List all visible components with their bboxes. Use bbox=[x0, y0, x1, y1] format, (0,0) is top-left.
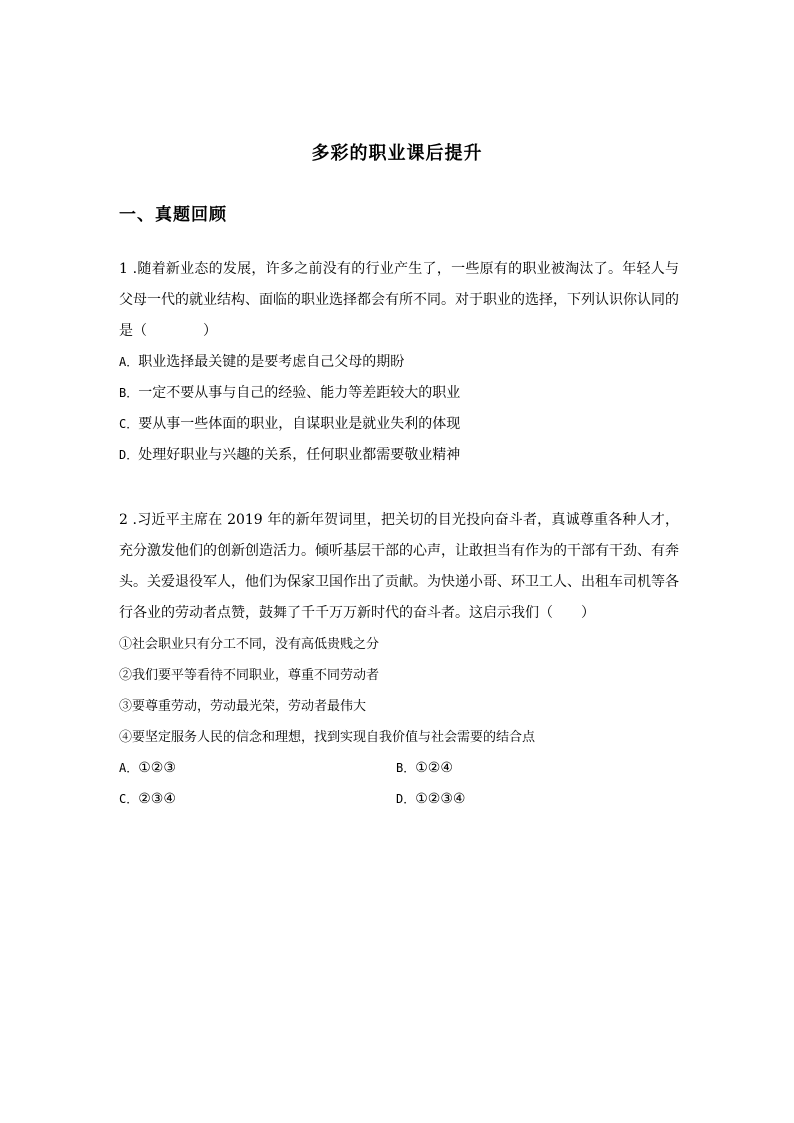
option-c[interactable] bbox=[119, 784, 396, 815]
option-letter: A． bbox=[119, 355, 139, 369]
option-text: 处理好职业与兴趣的关系，任何职业都需要敬业精神 bbox=[138, 447, 461, 463]
option-text: ①②③ bbox=[138, 760, 176, 776]
option-text: ①②③④ bbox=[415, 791, 466, 807]
option-d[interactable] bbox=[396, 784, 673, 815]
option-a[interactable] bbox=[119, 347, 679, 378]
option-text: 要从事一些体面的职业，自谋职业是就业失利的体现 bbox=[138, 416, 461, 432]
option-text: 一定不要从事与自己的经验、能力等差距较大的职业 bbox=[138, 385, 461, 401]
option-grid bbox=[119, 753, 679, 815]
option-d[interactable] bbox=[119, 440, 679, 471]
option-letter: C． bbox=[119, 417, 139, 431]
question-1 bbox=[119, 254, 679, 471]
statement-1: ①社会职业只有分工不同，没有高低贵贱之分 bbox=[119, 637, 380, 652]
option-letter: C． bbox=[119, 792, 139, 806]
option-letter: D． bbox=[119, 448, 139, 462]
option-letter: D． bbox=[396, 792, 416, 806]
question-2 bbox=[119, 505, 679, 815]
option-text: ①②④ bbox=[415, 760, 453, 776]
question-stem: 1 .随着新业态的发展，许多之前没有的行业产生了，一些原有的职业被淘汰了。年轻人与父母一代的就业结构、面临的职业选择都会有所不同。对于职业的选择，下列认识你认同的是（ ） bbox=[119, 261, 679, 339]
question-stem: 2 .习近平主席在 2019 年的新年贺词里，把关切的目光投向奋斗者，真诚尊重各种人才，充分激发他们的创新创造活力。倾听基层干部的心声，让敢担当有作为的干部有干劲、有奔头。关爱退役军人，他们为保家卫国作出了贡献。为快递小哥、环卫工人、出租车司机等各行各业的劳动者点赞，鼓舞了千千万万新时代的奋斗者。这启示我们（ ） bbox=[119, 512, 679, 621]
option-letter: B． bbox=[396, 761, 416, 775]
section-heading: 一、真题回顾 bbox=[119, 205, 227, 225]
option-b[interactable] bbox=[119, 378, 679, 409]
option-text: 职业选择最关键的是要考虑自己父母的期盼 bbox=[138, 354, 405, 370]
option-b[interactable] bbox=[396, 753, 673, 784]
statement-3: ③要尊重劳动，劳动最光荣，劳动者最伟大 bbox=[119, 699, 367, 714]
statement-4: ④要坚定服务人民的信念和理想，找到实现自我价值与社会需要的结合点 bbox=[119, 730, 536, 745]
option-a[interactable] bbox=[119, 753, 396, 784]
statement-2: ②我们要平等看待不同职业，尊重不同劳动者 bbox=[119, 668, 380, 683]
option-letter: B． bbox=[119, 386, 139, 400]
document-title: 多彩的职业课后提升 bbox=[311, 143, 483, 164]
option-c[interactable] bbox=[119, 409, 679, 440]
option-text: ②③④ bbox=[138, 791, 176, 807]
option-letter: A． bbox=[119, 761, 139, 775]
